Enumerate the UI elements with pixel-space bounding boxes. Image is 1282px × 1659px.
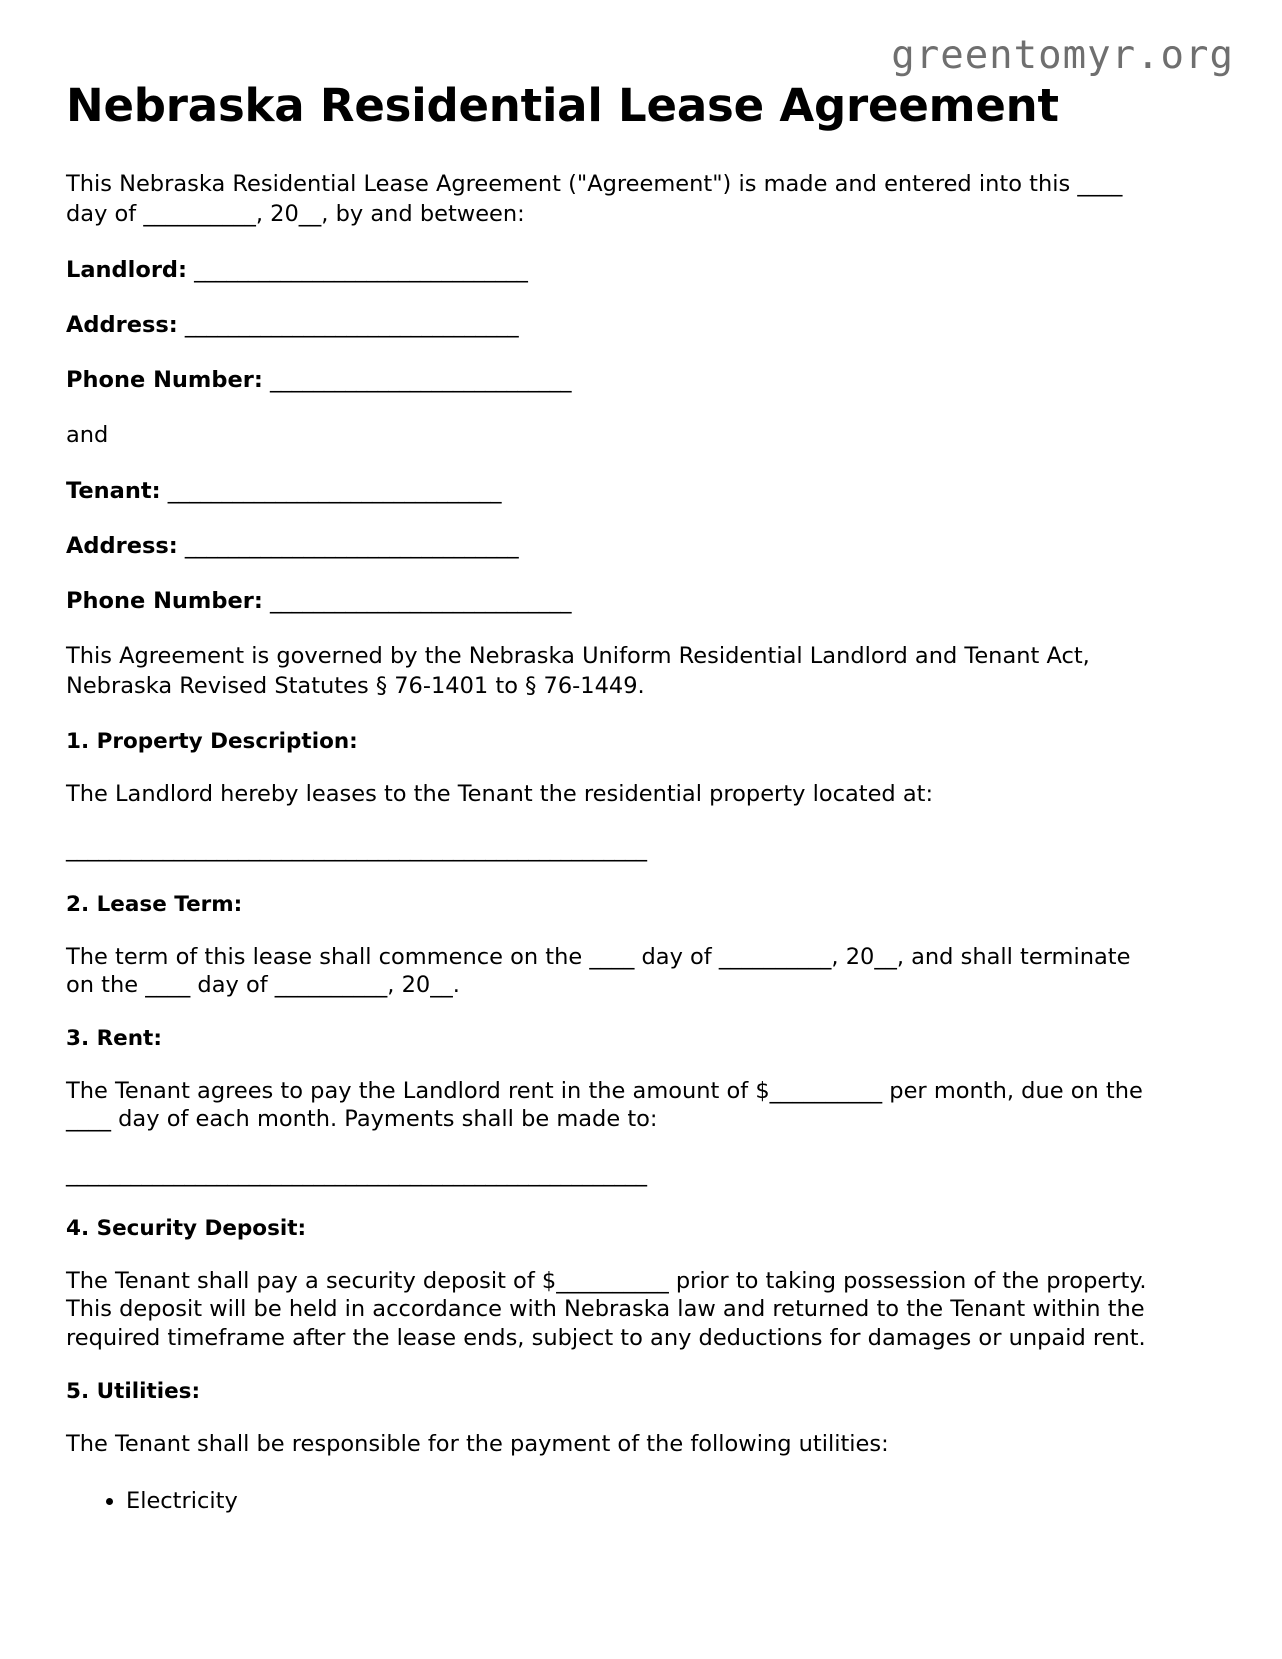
section-heading-utilities: 5. Utilities: [66, 1379, 201, 1405]
parties-conjunction: and [66, 422, 109, 449]
tenant-phone-label: Phone Number: [66, 588, 263, 615]
site-watermark: greentomyr.org [891, 33, 1234, 78]
section-body-security-deposit: The Tenant shall pay a security deposit of $__________ prior to taking possession of the property. This deposit will be held in accordance with Nebraska law and returned to the Tenant within the required timeframe after the lease ends, subject to any deductions for damages or unpaid rent. [66, 1268, 1147, 1351]
landlord-address-label: Address: [66, 311, 178, 338]
landlord-address-field [66, 311, 1158, 340]
landlord-phone-field [66, 366, 1158, 395]
list-item: • Electricity [126, 1486, 1158, 1516]
landlord-phone-blank: ____________________________ [270, 367, 571, 394]
landlord-phone-label: Phone Number: [66, 367, 263, 394]
section-heading-lease-term: 2. Lease Term: [66, 891, 243, 917]
section-heading-security-deposit: 4. Security Deposit: [66, 1216, 307, 1242]
section-body-lease-term: The term of this lease shall commence on the ____ day of __________, 20__, and shall terminate on the ____ day of __________, 20__. [66, 943, 1131, 998]
tenant-name-field [66, 477, 1158, 506]
tenant-name-blank: _______________________________ [167, 477, 501, 504]
landlord-name-field [66, 256, 1158, 285]
tenant-phone-blank: ____________________________ [270, 588, 571, 615]
landlord-name-blank: _______________________________ [194, 256, 528, 283]
tenant-address-label: Address: [66, 532, 178, 559]
intro-paragraph: This Nebraska Residential Lease Agreement ("Agreement") is made and entered into this ____ day of __________, 20__, by and between: [66, 171, 1123, 227]
tenant-name-label: Tenant: [66, 477, 161, 504]
landlord-address-blank: _______________________________ [184, 311, 519, 338]
landlord-name-label: Landlord: [66, 256, 188, 283]
rent-payee-blank: ______________________________________________________ [66, 1160, 647, 1187]
governing-law-paragraph: This Agreement is governed by the Nebraska Uniform Residential Landlord and Tenant Act, Nebraska Revised Statutes § 76-1401 to § 76-1449. [66, 643, 1090, 699]
page-title: Nebraska Residential Lease Agreement [66, 79, 1059, 132]
tenant-phone-field [66, 587, 1158, 616]
section-heading-rent: 3. Rent: [66, 1026, 162, 1052]
utilities-list [66, 1486, 1158, 1516]
property-address-blank: ______________________________________________________ [66, 836, 647, 863]
section-body-rent: The Tenant agrees to pay the Landlord rent in the amount of $__________ per month, due on the ____ day of each month. Payments shall be made to: [66, 1078, 1143, 1133]
section-body-property-description: The Landlord hereby leases to the Tenant the residential property located at: [66, 780, 934, 807]
tenant-address-field [66, 532, 1158, 561]
section-body-utilities: The Tenant shall be responsible for the payment of the following utilities: [66, 1430, 889, 1457]
tenant-address-blank: _______________________________ [184, 532, 519, 559]
section-heading-property-description: 1. Property Description: [66, 728, 358, 754]
document-content [66, 80, 1158, 1522]
